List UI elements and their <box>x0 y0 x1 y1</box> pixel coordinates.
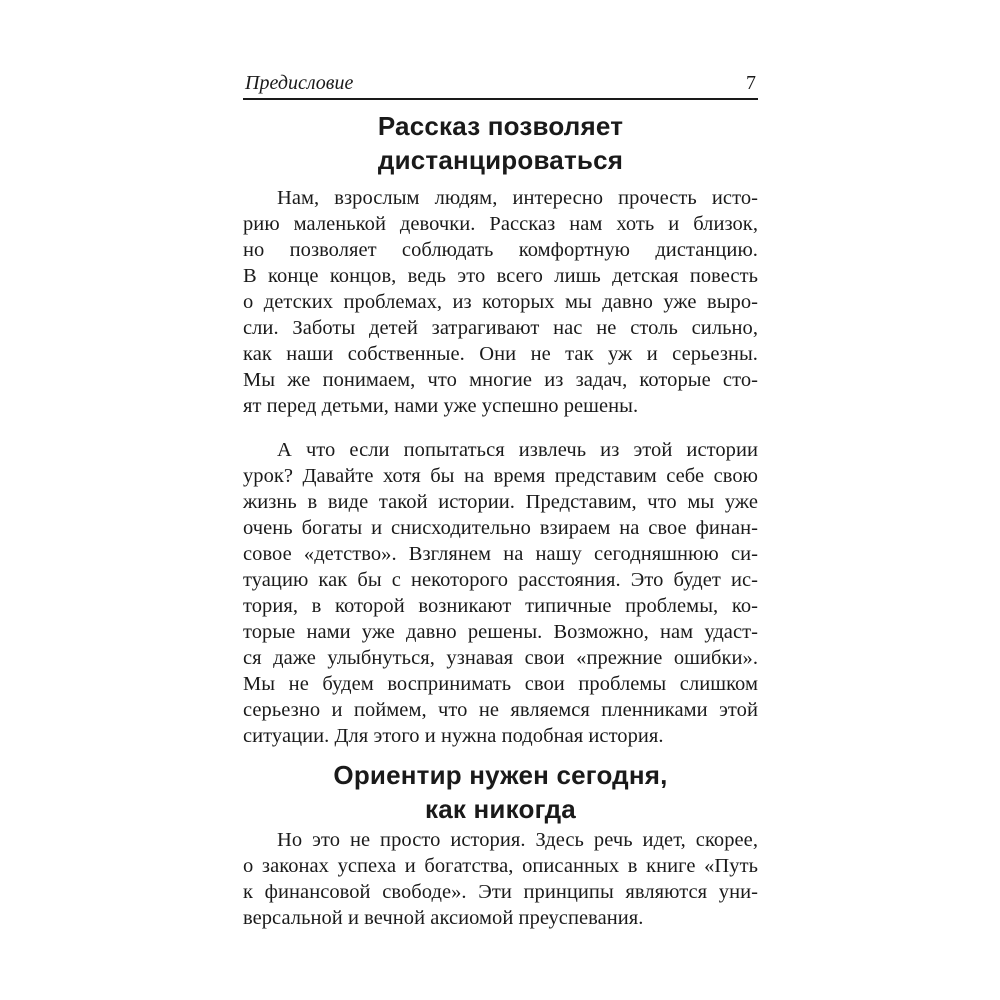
text-line: туацию как бы с некоторого расстояния. Это будет ис- <box>243 569 758 591</box>
paragraph-principles <box>243 827 758 931</box>
text-line: Нам, взрослым людям, интересно прочесть исто- <box>277 187 758 209</box>
text-line: сли. Заботы детей затрагивают нас не столь сильно, <box>243 317 758 339</box>
text-line: о законах успеха и богатства, описанных в книге «Путь <box>243 855 758 877</box>
running-title: Предисловие <box>245 72 354 94</box>
text-line: Но это не просто история. Здесь речь идет, скорее, <box>277 829 758 851</box>
heading-line: Рассказ позволяет <box>377 111 624 141</box>
text-line: В конце концов, ведь это всего лишь детская повесть <box>243 265 758 287</box>
section-heading-guide <box>243 758 758 826</box>
heading-line: как никогда <box>425 794 576 824</box>
text-line: Мы не будем воспринимать свои проблемы слишком <box>243 673 758 695</box>
section-heading-distance <box>243 109 758 177</box>
text-line: торые нами уже давно решены. Возможно, нам удаст- <box>243 621 758 643</box>
text-line: А что если попытаться извлечь из этой истории <box>277 439 758 461</box>
text-line: Мы же понимаем, что многие из задач, которые сто- <box>243 369 758 391</box>
text-line: серьезно и поймем, что не являемся пленниками этой <box>243 699 758 721</box>
text-line: урок? Давайте хотя бы на время представим себе свою <box>243 465 758 487</box>
text-line: очень богаты и снисходительно взираем на свое финан- <box>243 517 758 539</box>
text-line: к финансовой свободе». Эти принципы являются уни- <box>243 881 758 903</box>
heading-line: Ориентир нужен сегодня, <box>333 760 668 790</box>
text-line: совое «детство». Взглянем на нашу сегодняшнюю си- <box>243 543 758 565</box>
paragraph-story-interest <box>243 185 758 419</box>
text-line: ся даже улыбнуться, узнавая свои «прежние ошибки». <box>243 647 758 669</box>
running-header <box>243 68 758 100</box>
text-line: рию маленькой девочки. Рассказ нам хоть и близок, <box>243 213 758 235</box>
text-line: жизнь в виде такой истории. Представим, что мы уже <box>243 491 758 513</box>
text-line: ситуации. Для этого и нужна подобная история. <box>243 725 664 747</box>
page-number: 7 <box>746 72 756 94</box>
text-line: но позволяет соблюдать комфортную дистанцию. <box>243 239 758 261</box>
heading-line: дистанцироваться <box>377 145 624 175</box>
text-line: ят перед детьми, нами уже успешно решены. <box>243 395 639 417</box>
text-line: тория, в которой возникают типичные проблемы, ко- <box>243 595 758 617</box>
text-line: версальной и вечной аксиомой преуспевания. <box>243 907 644 929</box>
paragraph-lesson <box>243 437 758 749</box>
text-line: о детских проблемах, из которых мы давно уже выро- <box>243 291 758 313</box>
text-line: как наши собственные. Они не так уж и серьезны. <box>243 343 758 365</box>
